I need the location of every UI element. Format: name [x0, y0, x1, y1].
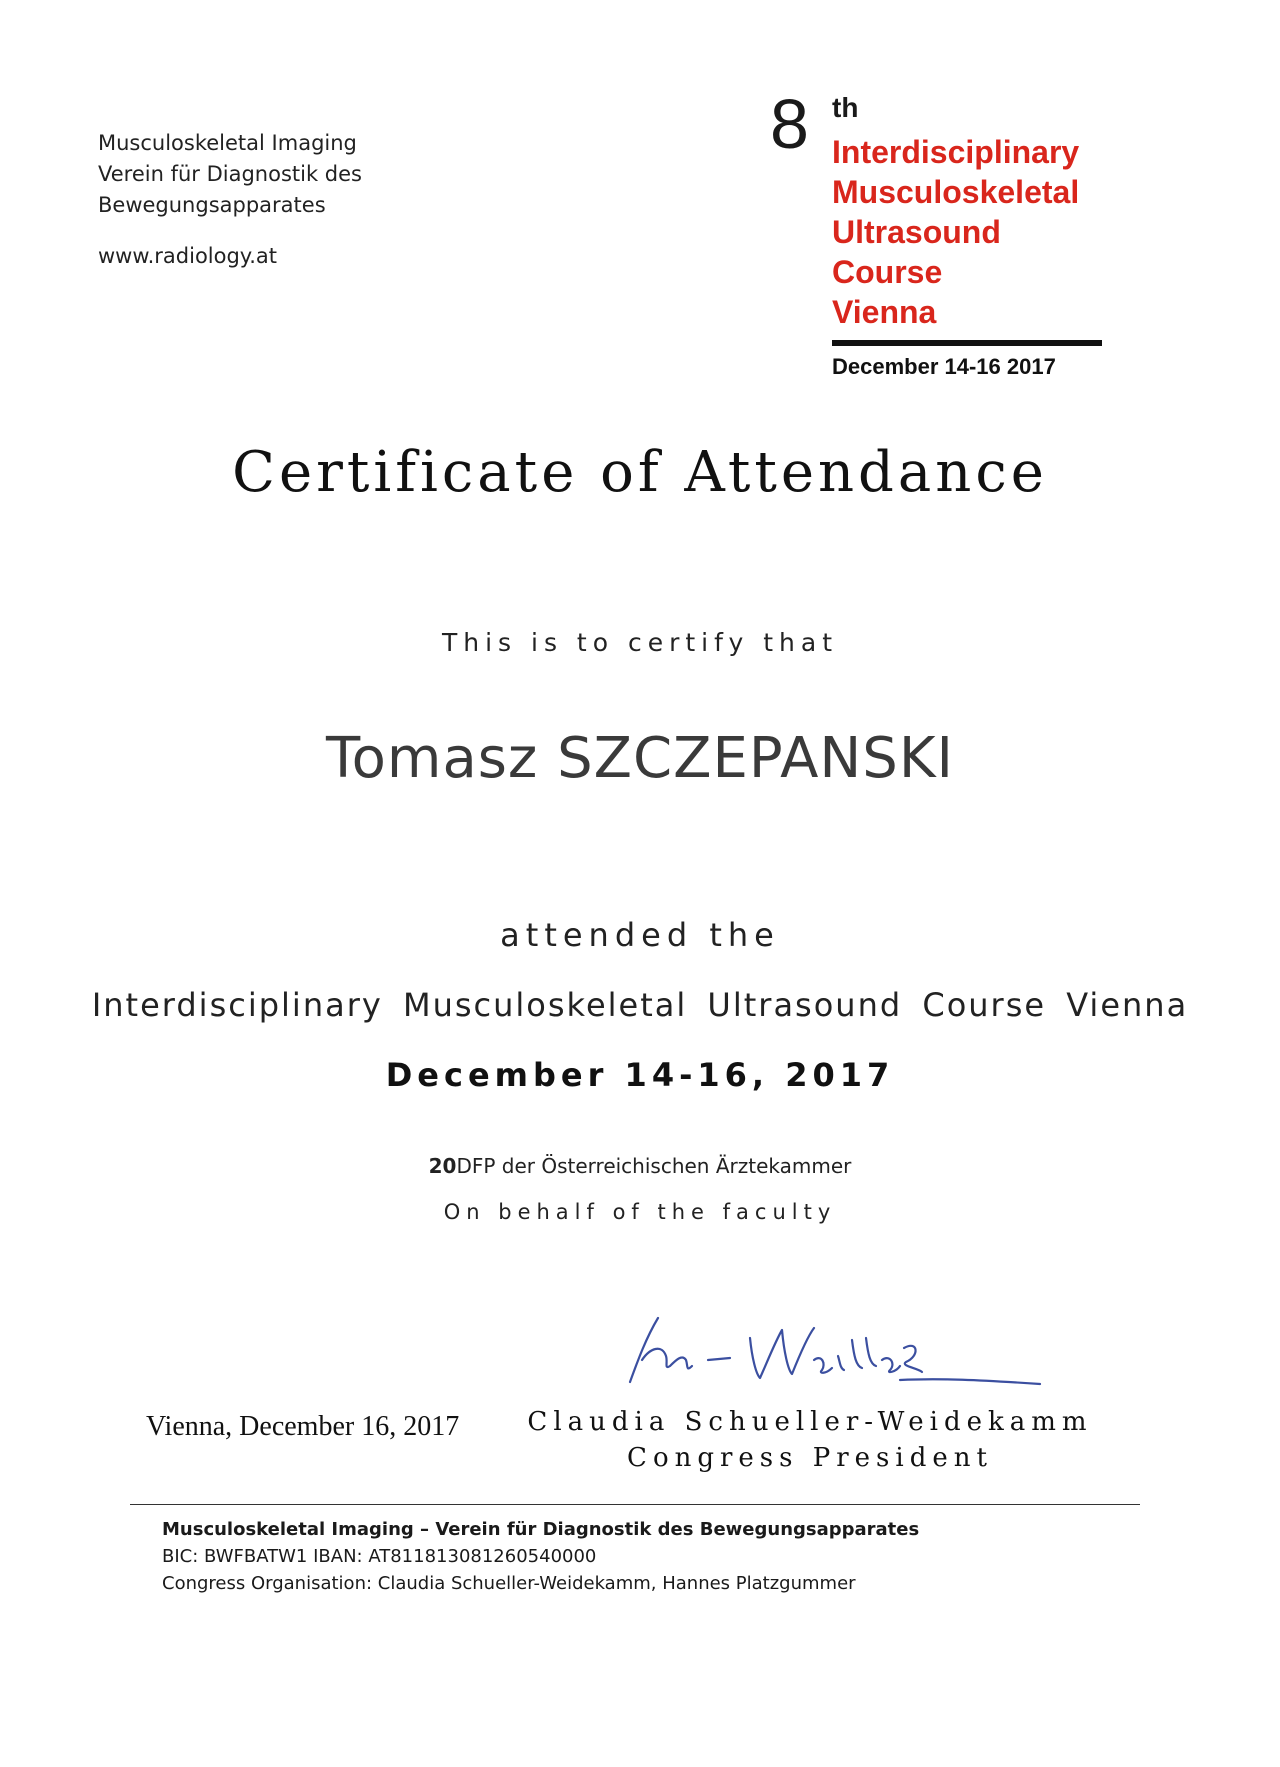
signer-block	[520, 1404, 1100, 1476]
footer-divider	[130, 1504, 1140, 1505]
dfp-points: 20	[428, 1154, 457, 1178]
certificate-title: Certificate of Attendance	[232, 440, 1048, 505]
recipient-name: Tomasz SZCZEPANSKI	[325, 726, 955, 791]
attended-text: attended the	[500, 916, 780, 954]
course-edition-number: 8	[770, 85, 809, 163]
course-logo-line: Vienna	[832, 294, 937, 330]
course-logo-divider	[832, 340, 1102, 346]
organisation-line-2: Verein für Diagnostik des	[98, 162, 362, 186]
dfp-credits	[0, 1154, 1280, 1178]
footer	[162, 1516, 919, 1597]
course-edition-suffix: th	[832, 92, 859, 123]
footer-organisation: Musculoskeletal Imaging – Verein für Diagnostik des Bewegungsapparates	[162, 1519, 920, 1540]
course-logo-line: Course	[832, 254, 943, 290]
place-and-date: Vienna, December 16, 2017	[146, 1411, 460, 1442]
organisation-line-1: Musculoskeletal Imaging	[98, 131, 357, 155]
course-logo-line: Interdisciplinary	[832, 134, 1080, 170]
organisation-block	[98, 128, 362, 272]
organisation-website: www.radiology.at	[98, 244, 278, 268]
course-logo	[770, 85, 1100, 392]
course-logo-line: Ultrasound	[832, 214, 1001, 250]
signer-role: Congress President	[627, 1443, 993, 1473]
course-logo-title	[832, 132, 1079, 332]
on-behalf-text: On behalf of the faculty	[443, 1200, 837, 1224]
handwritten-signature	[600, 1300, 1060, 1410]
footer-congress-organisation: Congress Organisation: Claudia Schueller-Weidekamm, Hannes Platzgummer	[162, 1573, 856, 1594]
dfp-text: DFP der Österreichischen Ärztekammer	[456, 1154, 852, 1178]
course-logo-date: December 14-16 2017	[832, 354, 1056, 379]
signer-name: Claudia Schueller-Weidekamm	[527, 1407, 1093, 1437]
course-logo-line: Musculoskeletal	[832, 174, 1080, 210]
certify-text: This is to certify that	[441, 628, 839, 657]
course-name: Interdisciplinary Musculoskeletal Ultrasound Course Vienna	[91, 986, 1189, 1024]
footer-bank-details: BIC: BWFBATW1 IBAN: AT811813081260540000	[162, 1546, 597, 1567]
course-dates: December 14-16, 2017	[385, 1056, 895, 1094]
organisation-line-3: Bewegungsapparates	[98, 193, 326, 217]
